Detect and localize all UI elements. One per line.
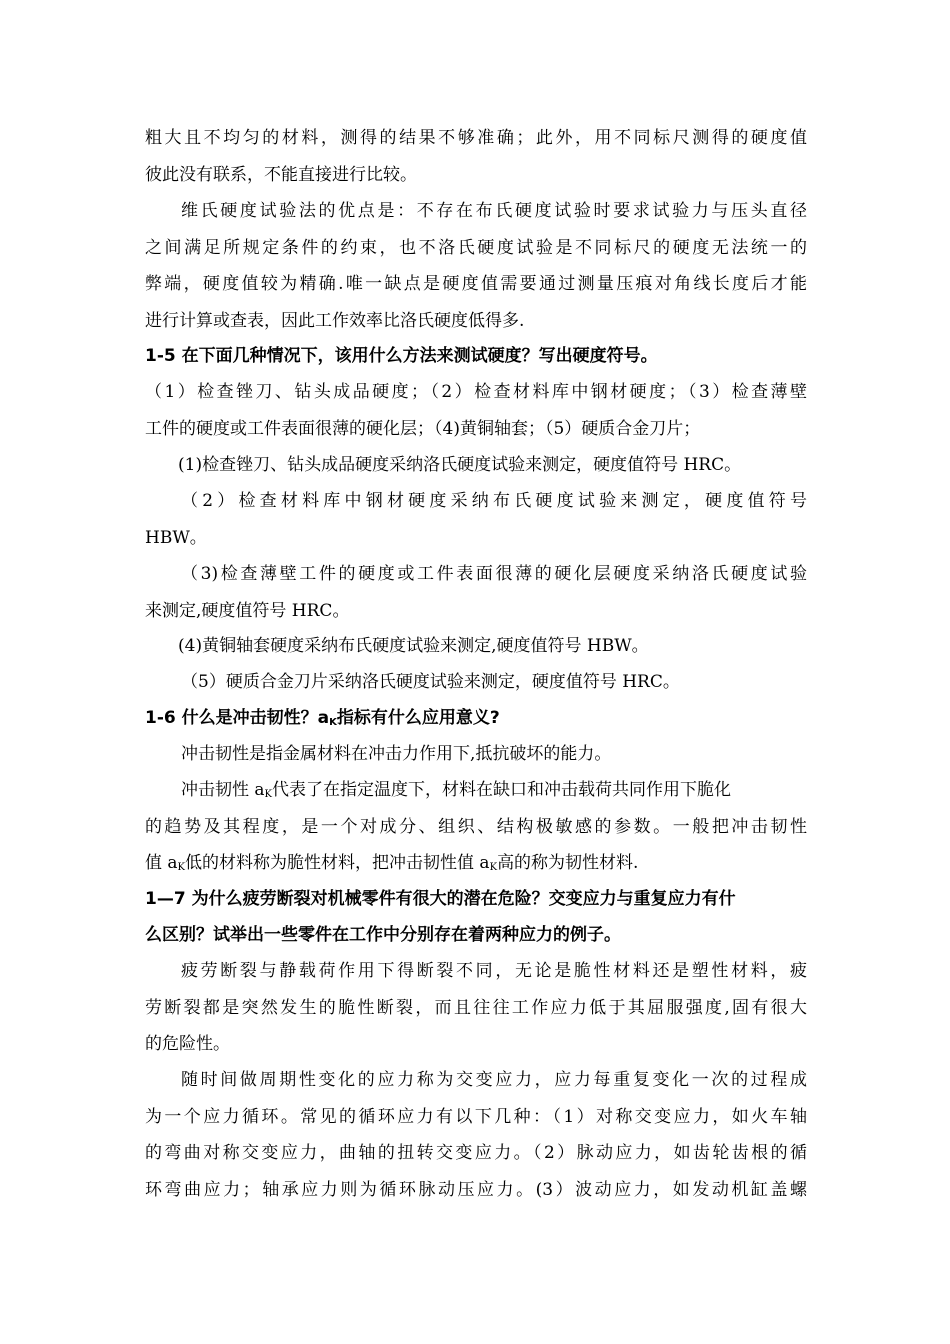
paragraph-line: 冲击韧性是指金属材料在冲击力作用下,抵抗破坏的能力。 xyxy=(181,744,612,764)
question-heading-1-6 xyxy=(145,707,807,729)
answer-line: (1)检查锉刀、钻头成品硬度采纳洛氏硬度试验来测定，硬度值符号 HRC。 xyxy=(178,455,742,475)
question-heading-1-5: 1-5 在下面几种情况下，该用什么方法来测试硬度？写出硬度符号。 xyxy=(145,346,658,366)
answer-line: （5）硬质合金刀片采纳洛氏硬度试验来测定，硬度值符号 HRC。 xyxy=(181,672,680,692)
answer-line: (4)黄铜轴套硬度采纳布氏硬度试验来测定,硬度值符号 HBW。 xyxy=(178,636,649,656)
subscript: K xyxy=(264,789,273,800)
paragraph-line: 环弯曲应力；轴承应力则为循环脉动压应力。(3）波动应力，如发动机缸盖螺 xyxy=(145,1180,807,1200)
answer-line: （2）检查材料库中钢材硬度采纳布氏硬度试验来测定，硬度值符号 xyxy=(181,491,807,511)
paragraph-line: 粗大且不均匀的材料，测得的结果不够准确；此外，用不同标尺测得的硬度值 xyxy=(145,128,807,148)
heading-text: 1-6 什么是冲击韧性？a xyxy=(145,708,330,728)
paragraph-line: 劳断裂都是突然发生的脆性断裂，而且往往工作应力低于其屈服强度,固有很大 xyxy=(145,998,807,1018)
paragraph-line: 的趋势及其程度，是一个对成分、组织、结构极敏感的参数。一般把冲击韧性 xyxy=(145,817,807,837)
answer-line: （3)检查薄壁工件的硬度或工件表面很薄的硬化层硬度采纳洛氏硬度试验 xyxy=(181,564,807,584)
answer-line: 来测定,硬度值符号 HRC。 xyxy=(145,601,350,621)
question-heading-1-7-cont: 么区别？试举出一些零件在工作中分别存在着两种应力的例子。 xyxy=(145,925,621,945)
paragraph-line: 随时间做周期性变化的应力称为交变应力，应力每重复变化一次的过程成 xyxy=(181,1070,807,1090)
paragraph-line xyxy=(145,779,807,801)
answer-line: HBW。 xyxy=(145,528,207,548)
paragraph-line: 彼此没有联系，不能直接进行比较。 xyxy=(145,165,417,185)
subscript: K xyxy=(329,717,337,728)
text: 值 a xyxy=(145,853,178,873)
paragraph-line xyxy=(145,852,807,874)
paragraph-line: 维氏硬度试验法的优点是：不存在布氏硬度试验时要求试验力与压头直径 xyxy=(181,201,807,221)
paragraph-line: （1）检查锉刀、钻头成品硬度；（2）检查材料库中钢材硬度；（3）检查薄壁 xyxy=(145,382,807,402)
paragraph-line: 的弯曲对称交变应力，曲轴的扭转交变应力。（2）脉动应力，如齿轮齿根的循 xyxy=(145,1143,807,1163)
paragraph-line: 为一个应力循环。常见的循环应力有以下几种：（1）对称交变应力，如火车轴 xyxy=(145,1107,807,1127)
paragraph-line: 之间满足所规定条件的约束，也不洛氏硬度试验是不同标尺的硬度无法统一的 xyxy=(145,238,807,258)
paragraph-line: 疲劳断裂与静载荷作用下得断裂不同，无论是脆性材料还是塑性材料，疲 xyxy=(181,961,807,981)
text: 冲击韧性 a xyxy=(181,780,265,800)
text: 低的材料称为脆性材料，把冲击韧性值 a xyxy=(185,853,490,873)
heading-text: 指标有什么应用意义? xyxy=(336,708,500,728)
paragraph-line: 弊端，硬度值较为精确.唯一缺点是硬度值需要通过测量压痕对角线长度后才能 xyxy=(145,274,807,294)
text: 代表了在指定温度下，材料在缺口和冲击载荷共同作用下脆化 xyxy=(272,780,732,800)
subscript: K xyxy=(177,862,186,873)
paragraph-line: 进行计算或查表，因此工作效率比洛氏硬度低得多. xyxy=(145,311,525,331)
paragraph-line: 的危险性。 xyxy=(145,1034,230,1054)
question-heading-1-7: 1—7 为什么疲劳断裂对机械零件有很大的潜在危险？交变应力与重复应力有什 xyxy=(145,889,736,909)
text: 高的称为韧性材料. xyxy=(497,853,639,873)
subscript: K xyxy=(489,862,498,873)
paragraph-line: 工件的硬度或工件表面很薄的硬化层；（4)黄铜轴套；（5）硬质合金刀片； xyxy=(145,419,701,439)
